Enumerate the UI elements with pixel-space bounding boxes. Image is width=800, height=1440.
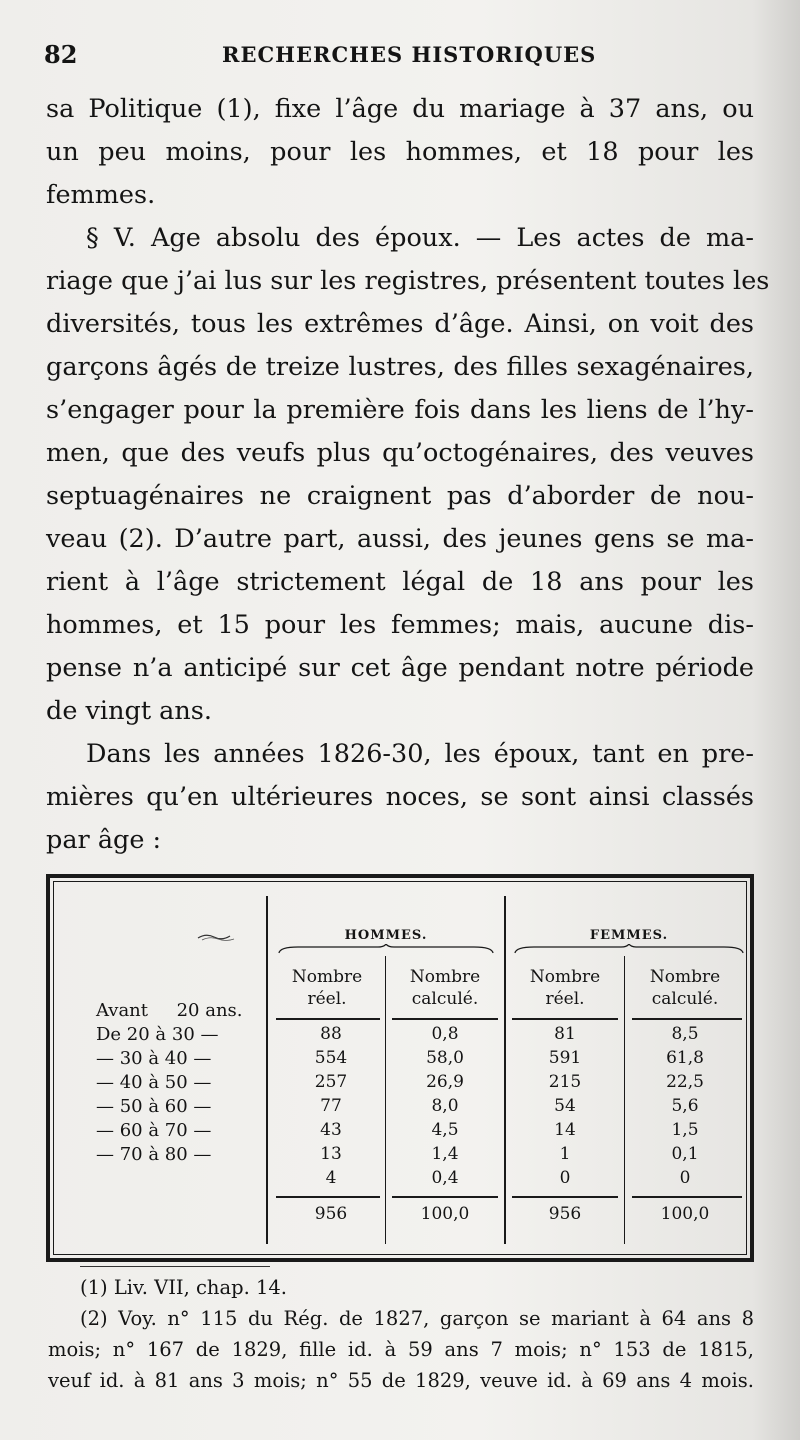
text-line: Dans les années 1826-30, les époux, tant en pre- — [86, 739, 754, 769]
total-cell: 100,0 — [420, 1204, 470, 1224]
table-cell: 0 — [679, 1168, 691, 1188]
table-cell: 8,0 — [431, 1096, 459, 1116]
footnote-2-line: (2) Voy. n° 115 du Rég. de 1827, garçon se mariant à 64 ans 8 — [80, 1307, 754, 1330]
text-line: diversités, tous les extrêmes d’âge. Ainsi, on voit des — [46, 309, 754, 339]
subcolumn-divider — [624, 956, 625, 1244]
total-cell: 100,0 — [660, 1204, 710, 1224]
text-line: hommes, et 15 pour les femmes; mais, aucune dis- — [46, 610, 754, 640]
footnote-1: (1) Liv. VII, chap. 14. — [80, 1276, 287, 1299]
table-cell: 22,5 — [666, 1072, 704, 1092]
running-title: RECHERCHES HISTORIQUES — [222, 42, 597, 67]
text-line: femmes. — [46, 180, 156, 210]
table-cell: 215 — [548, 1072, 582, 1092]
column-divider — [266, 896, 268, 1244]
table-cell: 591 — [548, 1048, 582, 1068]
table-cell: 1 — [559, 1144, 571, 1164]
header-rule — [632, 1018, 742, 1020]
footnotes — [48, 1268, 754, 1396]
table-cell: 8,5 — [671, 1024, 699, 1044]
text-line: pense n’a anticipé sur cet âge pendant notre période — [46, 653, 754, 683]
table-cell: 257 — [314, 1072, 348, 1092]
table-cell: 4,5 — [431, 1120, 459, 1140]
table-inner-frame — [53, 881, 747, 1255]
row-label: De 20 à 30 — — [96, 1024, 219, 1045]
page-number: 82 — [44, 40, 78, 69]
row-label: — 60 à 70 — — [96, 1120, 212, 1141]
group-label-femmes: FEMMES. — [589, 928, 669, 943]
table-cell: 1,4 — [431, 1144, 459, 1164]
row-label: — 70 à 80 — — [96, 1144, 212, 1165]
age-table — [46, 874, 754, 1262]
header-rule — [392, 1018, 498, 1020]
total-rule — [512, 1196, 618, 1198]
text-line: s’engager pour la première fois dans les liens de l’hy- — [46, 395, 754, 425]
table-cell: 81 — [554, 1024, 576, 1044]
row-label: — 30 à 40 — — [96, 1048, 212, 1069]
table-cell: 1,5 — [671, 1120, 699, 1140]
table-cell: 0,8 — [431, 1024, 459, 1044]
table-cell: 58,0 — [426, 1048, 464, 1068]
column-header-femmes-calcule: Nombre calculé. — [649, 967, 721, 1009]
table-cell: 4 — [325, 1168, 337, 1188]
group-label-hommes: HOMMES. — [344, 928, 428, 943]
total-rule — [632, 1196, 742, 1198]
header-rule — [276, 1018, 380, 1020]
table-cell: 0,1 — [671, 1144, 699, 1164]
total-rule — [392, 1196, 498, 1198]
text-line: sa Politique (1), fixe l’âge du mariage à 37 ans, ou — [46, 94, 754, 124]
total-cell: 956 — [548, 1204, 582, 1224]
table-cell: 13 — [320, 1144, 342, 1164]
footnote-separator — [80, 1266, 270, 1267]
column-divider — [504, 896, 506, 1244]
ornament-icon — [196, 932, 236, 942]
brace-hommes — [278, 944, 494, 954]
table-cell: 554 — [314, 1048, 348, 1068]
column-header-hommes-calcule: Nombre calculé. — [409, 967, 481, 1009]
table-cell: 26,9 — [426, 1072, 464, 1092]
brace-femmes — [514, 944, 744, 954]
table-cell: 54 — [554, 1096, 576, 1116]
table-cell: 5,6 — [671, 1096, 699, 1116]
table-cell: 77 — [320, 1096, 342, 1116]
text-line: par âge : — [46, 825, 162, 855]
text-line: septuagénaires ne craignent pas d’aborder de nou- — [46, 481, 754, 511]
text-line: un peu moins, pour les hommes, et 18 pour les — [46, 137, 754, 167]
table-cell: 88 — [320, 1024, 342, 1044]
column-header-hommes-reel: Nombre réel. — [291, 967, 363, 1009]
footnote-2-line: mois; n° 167 de 1829, fille id. à 59 ans 7 mois; n° 153 de 1815, — [48, 1338, 754, 1361]
row-label: — 50 à 60 — — [96, 1096, 212, 1117]
page-header — [44, 40, 760, 80]
text-line: riage que j’ai lus sur les registres, présentent toutes les — [46, 266, 770, 296]
row-label: — 40 à 50 — — [96, 1072, 212, 1093]
section-heading-line: § V. Age absolu des époux. — Les actes de ma- — [86, 223, 754, 253]
row-label: Avant 20 ans. — [96, 1000, 243, 1021]
table-cell: 14 — [554, 1120, 576, 1140]
text-line: garçons âgés de treize lustres, des filles sexagénaires, — [46, 352, 754, 382]
footnote-2-line: veuf id. à 81 ans 3 mois; n° 55 de 1829, veuve id. à 69 ans 4 mois. — [48, 1369, 754, 1392]
text-line: de vingt ans. — [46, 696, 212, 726]
table-cell: 0 — [559, 1168, 571, 1188]
table-cell: 43 — [320, 1120, 342, 1140]
total-rule — [276, 1196, 380, 1198]
text-line: men, que des veufs plus qu’octogénaires, des veuves — [46, 438, 754, 468]
column-header-femmes-reel: Nombre réel. — [529, 967, 601, 1009]
table-cell: 61,8 — [666, 1048, 704, 1068]
body-text — [46, 88, 770, 862]
text-line: veau (2). D’autre part, aussi, des jeunes gens se ma- — [46, 524, 754, 554]
text-line: rient à l’âge strictement légal de 18 ans pour les — [46, 567, 754, 597]
table-cell: 0,4 — [431, 1168, 459, 1188]
text-line: mières qu’en ultérieures noces, se sont ainsi classés — [46, 782, 754, 812]
total-cell: 956 — [314, 1204, 348, 1224]
header-rule — [512, 1018, 618, 1020]
